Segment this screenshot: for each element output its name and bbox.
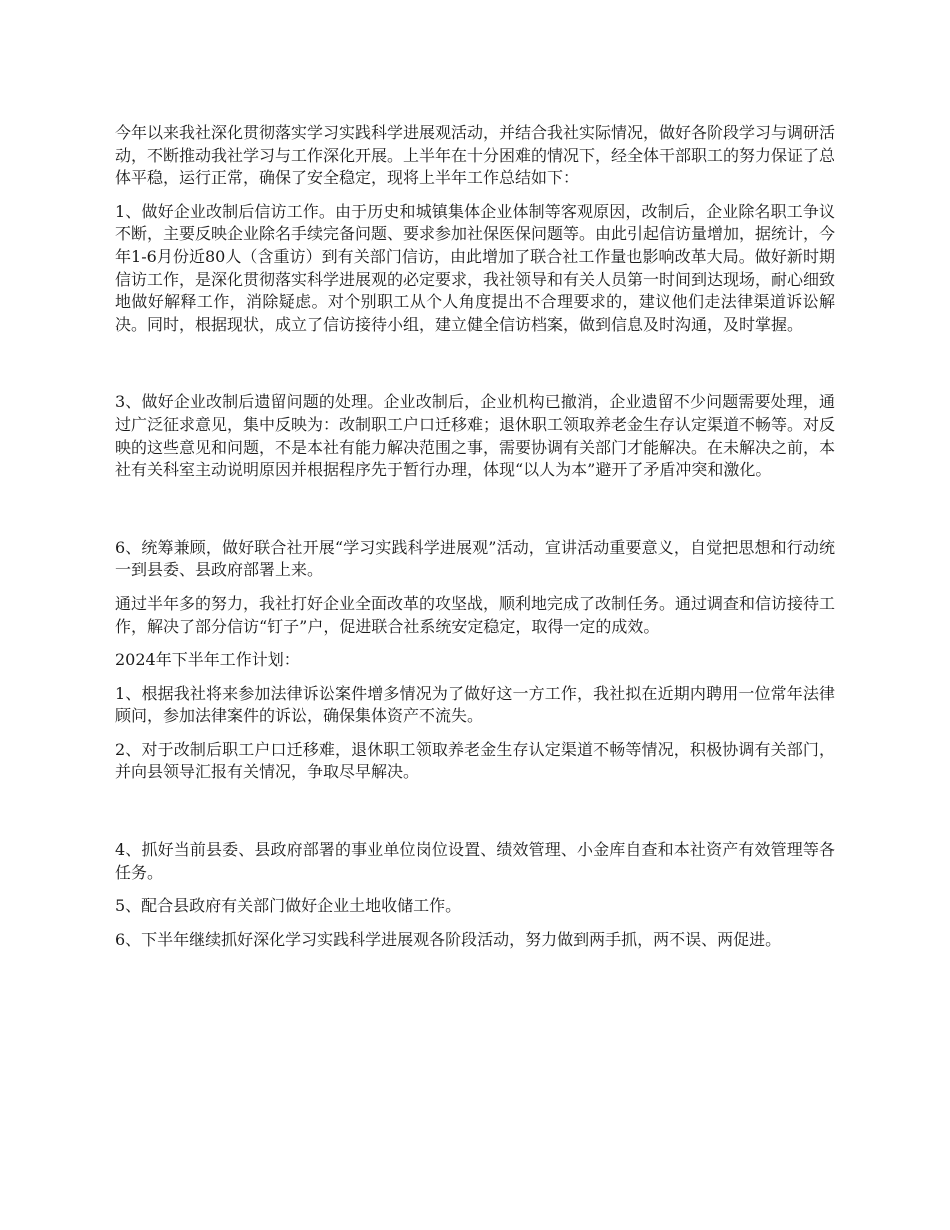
plan-item-4-management-tasks: 4、抓好当前县委、县政府部署的事业单位岗位设置、绩效管理、小金库自查和本社资产有效管理等各任务。: [115, 840, 835, 882]
plan-heading: 2024年下半年工作计划：: [115, 650, 300, 670]
paragraph-gap: [115, 795, 835, 839]
intro-paragraph: 今年以来我社深化贯彻落实学习实践科学进展观活动，并结合我社实际情况，做好各阶段学习与调研活动，不断推动我社学习与工作深化开展。上半年在十分困难的情况下，经全体干部职工的努力保证了总体平稳，运行正常，确保了安全稳定，现将上半年工作总结如下：: [115, 123, 836, 188]
paragraph-gap: [115, 493, 835, 537]
plan-item-1-legal-advisor: 1、根据我社将来参加法律诉讼案件增多情况为了做好这一方工作，我社拟在近期内聘用一位常年法律顾问，参加法律案件的诉讼，确保集体资产不流失。: [115, 683, 835, 726]
summary-paragraph: 通过半年多的努力，我社打好企业全面改革的攻坚战，顺利地完成了改制任务。通过调查和信访接待工作，解决了部分信访“钉子”户，促进联合社系统安定稳定，取得一定的成效。: [115, 593, 836, 636]
plan-item-6-continue-activity: 6、下半年继续抓好深化学习实践科学进展观各阶段活动，努力做到两手抓，两不误、两促进。: [115, 929, 782, 949]
paragraph-gap: [115, 347, 835, 391]
item-3-legacy-issues: 3、做好企业改制后遗留问题的处理。企业改制后，企业机构已撤消，企业遗留不少问题需要处理，通过广泛征求意见，集中反映为：改制职工户口迁移难；退休职工领取养老金生存认定渠道不畅等。对反映的这些意见和问题，不是本社有能力解决范围之事，需要协调有关部门才能解决。在未解决之前，本社有关科室主动说明原因并根据程序先于暂行办理，体现“以人为本”避开了矛盾冲突和激化。: [115, 392, 836, 480]
plan-item-2-household-registration: 2、对于改制后职工户口迁移难，退休职工领取养老金生存认定渠道不畅等情况，积极协调有关部门，并向县领导汇报有关情况，争取尽早解决。: [115, 739, 835, 782]
document-body: [115, 122, 835, 962]
item-1-petition-work: 1、做好企业改制后信访工作。由于历史和城镇集体企业体制等客观原因，改制后，企业除名职工争议不断，主要反映企业除名手续完备问题、要求参加社保医保问题等。由此引起信访量增加，据统计，今年1-6月份近80人（含重访）到有关部门信访，由此增加了联合社工作量也影响改革大局。做好新时期信访工作，是深化贯彻落实科学进展观的必定要求，我社领导和有关人员第一时间到达现场，耐心细致地做好解释工作，消除疑虑。对个别职工从个人角度提出不合理要求的，建议他们走法律渠道诉讼解决。同时，根据现状，成立了信访接待小组，建立健全信访档案，做到信息及时沟通，及时掌握。: [115, 201, 836, 334]
plan-item-5-land-reserve: 5、配合县政府有关部门做好企业土地收储工作。: [115, 896, 462, 916]
item-6-study-activity: 6、统筹兼顾，做好联合社开展“学习实践科学进展观”活动，宣讲活动重要意义，自觉把思想和行动统一到县委、县政府部署上来。: [115, 537, 835, 580]
